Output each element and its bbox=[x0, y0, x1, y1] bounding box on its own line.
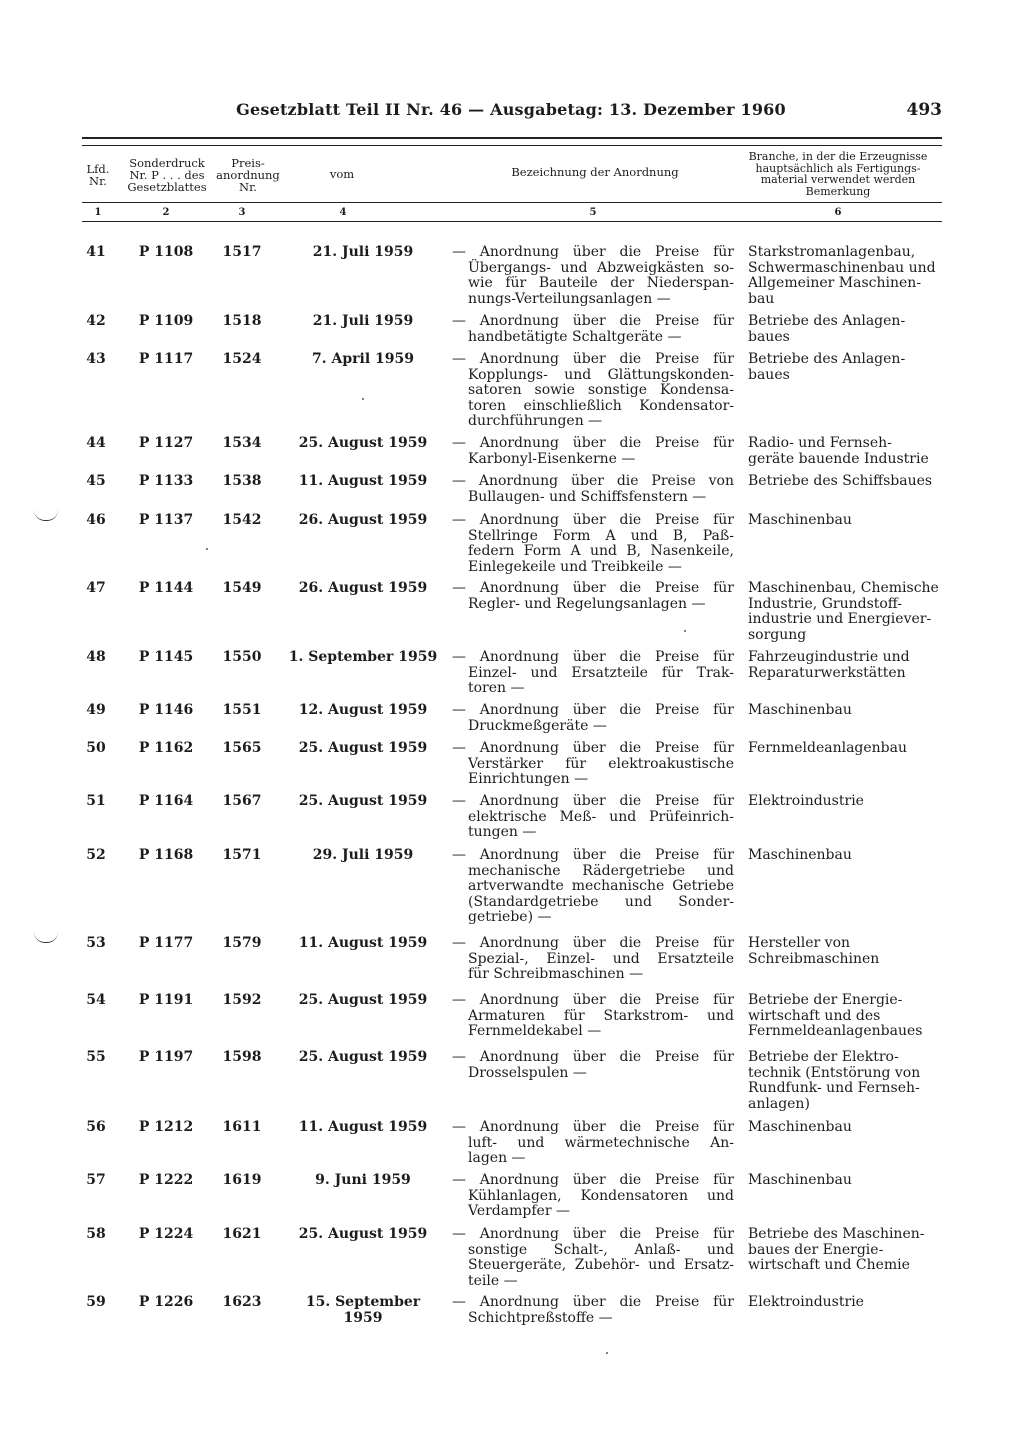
branche-line: technik (Entstörung von bbox=[748, 1064, 921, 1081]
sonderdruck-number: P 1191 bbox=[138, 992, 194, 1008]
header-title: Gesetzblatt Teil II Nr. 46 — Ausgabetag: 13. Dezember 1960 bbox=[236, 100, 786, 119]
date-vom: 25. August 1959 bbox=[298, 1226, 428, 1242]
sonderdruck-number: P 1144 bbox=[138, 580, 194, 596]
branche-line: bau bbox=[748, 290, 775, 307]
branche-line: baues der Energie- bbox=[748, 1241, 884, 1258]
branche-line: Maschinenbau bbox=[748, 1172, 852, 1188]
page-header bbox=[80, 100, 942, 124]
branche-line: anlagen) bbox=[748, 1095, 810, 1112]
date-vom: 11. August 1959 bbox=[298, 1119, 428, 1135]
branche-line: Reparaturwerkstätten bbox=[748, 664, 906, 681]
bezeichnung-line: für Schreibmaschinen — bbox=[468, 966, 644, 982]
row-number: 57 bbox=[86, 1172, 106, 1188]
bezeichnung-line: Verdampfer — bbox=[468, 1203, 570, 1219]
row-number: 44 bbox=[86, 435, 106, 451]
row-number: 49 bbox=[86, 702, 106, 718]
bezeichnung-cell bbox=[452, 993, 734, 1040]
date-vom: 26. August 1959 bbox=[298, 512, 428, 528]
branche-line: Betriebe des Anlagen- bbox=[748, 313, 906, 329]
bezeichnung-line: — Anordnung über die Preise für bbox=[452, 847, 734, 863]
bezeichnung-line: tungen — bbox=[468, 824, 537, 840]
sonderdruck-number: P 1226 bbox=[138, 1294, 194, 1310]
row-number: 43 bbox=[86, 351, 106, 367]
bezeichnung-line: — Anordnung über die Preise für bbox=[452, 351, 734, 367]
bezeichnung-line: Stellringe Form A und B, Paß- bbox=[468, 527, 734, 544]
bezeichnung-line: Einzel- und Ersatzteile für Trak- bbox=[468, 664, 734, 681]
row-number: 55 bbox=[86, 1049, 106, 1065]
branche-cell bbox=[748, 474, 948, 490]
preisanordnung-number: 1517 bbox=[222, 244, 262, 260]
row-number: 46 bbox=[86, 512, 106, 528]
bezeichnung-line: Armaturen für Starkstrom- und bbox=[468, 1007, 734, 1024]
sonderdruck-number: P 1145 bbox=[138, 649, 194, 665]
preisanordnung-number: 1551 bbox=[222, 702, 262, 718]
preisanordnung-number: 1571 bbox=[222, 847, 262, 863]
bezeichnung-line: — Anordnung über die Preise für bbox=[452, 702, 734, 718]
sonderdruck-number: P 1137 bbox=[138, 512, 194, 528]
row-number: 56 bbox=[86, 1119, 106, 1135]
branche-line: Schwermaschinenbau und bbox=[748, 259, 936, 276]
row-number: 50 bbox=[86, 740, 106, 756]
branche-cell bbox=[748, 936, 948, 967]
bezeichnung-line: durchführungen — bbox=[468, 413, 603, 429]
branche-cell bbox=[748, 245, 948, 307]
preisanordnung-number: 1598 bbox=[222, 1049, 262, 1065]
bezeichnung-line: Karbonyl-Eisenkerne — bbox=[468, 450, 636, 467]
branche-cell bbox=[748, 1227, 948, 1274]
bezeichnung-cell bbox=[452, 436, 734, 467]
bezeichnung-line: Einlegekeile und Treibkeile — bbox=[468, 558, 682, 575]
preisanordnung-number: 1592 bbox=[222, 992, 262, 1008]
bezeichnung-line: Spezial-, Einzel- und Ersatzteile bbox=[468, 950, 734, 967]
branche-line: Allgemeiner Maschinen- bbox=[748, 275, 922, 291]
row-number: 53 bbox=[86, 935, 106, 951]
branche-line: wirtschaft und des bbox=[748, 1007, 881, 1024]
branche-cell bbox=[748, 650, 948, 681]
date-vom: 25. August 1959 bbox=[298, 793, 428, 809]
print-speck bbox=[606, 1352, 608, 1354]
sonderdruck-number: P 1127 bbox=[138, 435, 194, 451]
bezeichnung-line: — Anordnung über die Preise für bbox=[452, 1226, 734, 1242]
sonderdruck-number: P 1117 bbox=[138, 351, 194, 367]
column-number-4: 4 bbox=[339, 207, 347, 218]
branche-cell bbox=[748, 1173, 948, 1189]
bezeichnung-cell bbox=[452, 1120, 734, 1167]
branche-line: Maschinenbau, Chemische bbox=[748, 580, 939, 596]
preisanordnung-number: 1621 bbox=[222, 1226, 262, 1242]
branche-line: baues bbox=[748, 328, 790, 345]
bezeichnung-cell bbox=[452, 650, 734, 697]
bezeichnung-line: sonstige Schalt-, Anlaß- und bbox=[468, 1241, 734, 1258]
bezeichnung-cell bbox=[452, 1050, 734, 1081]
preisanordnung-number: 1550 bbox=[222, 649, 262, 665]
bezeichnung-cell bbox=[452, 245, 734, 307]
branche-line: Elektroindustrie bbox=[748, 793, 864, 809]
bezeichnung-line: — Anordnung über die Preise für bbox=[452, 793, 734, 809]
bezeichnung-line: — Anordnung über die Preise für bbox=[452, 992, 734, 1008]
print-speck bbox=[206, 548, 208, 550]
bezeichnung-line: Kühlanlagen, Kondensatoren und bbox=[468, 1187, 734, 1204]
column-header-preisanordnung: Preis- anordnung Nr. bbox=[216, 156, 280, 194]
branche-line: geräte bauende Industrie bbox=[748, 450, 929, 467]
branche-line: Maschinenbau bbox=[748, 847, 852, 863]
bezeichnung-line: toren — bbox=[468, 680, 525, 696]
preisanordnung-number: 1623 bbox=[222, 1294, 262, 1310]
branche-line: Betriebe der Energie- bbox=[748, 992, 903, 1008]
bezeichnung-cell bbox=[452, 1173, 734, 1220]
branche-line: Hersteller von bbox=[748, 935, 851, 951]
column-header-vom: vom bbox=[329, 167, 355, 181]
bezeichnung-line: lagen — bbox=[468, 1150, 526, 1166]
branche-line: Betriebe des Maschinen- bbox=[748, 1226, 925, 1242]
branche-cell bbox=[748, 581, 948, 643]
branche-line: Radio- und Fernseh- bbox=[748, 435, 892, 451]
bezeichnung-line: Druckmeßgeräte — bbox=[468, 717, 607, 734]
print-speck bbox=[362, 398, 364, 400]
row-number: 48 bbox=[86, 649, 106, 665]
bezeichnung-line: — Anordnung über die Preise für bbox=[452, 580, 734, 596]
date-vom: 9. Juni 1959 bbox=[315, 1172, 411, 1188]
column-header-bezeichnung: Bezeichnung der Anordnung bbox=[511, 165, 679, 179]
bezeichnung-cell bbox=[452, 1295, 734, 1326]
row-number: 58 bbox=[86, 1226, 106, 1242]
branche-line: wirtschaft und Chemie bbox=[748, 1257, 910, 1273]
branche-line: Industrie, Grundstoff- bbox=[748, 595, 902, 612]
column-number-rule-bottom bbox=[82, 221, 942, 222]
date-vom: 25. August 1959 bbox=[298, 992, 428, 1008]
bezeichnung-line: — Anordnung über die Preise von bbox=[452, 473, 734, 489]
sonderdruck-number: P 1162 bbox=[138, 740, 194, 756]
date-vom: 12. August 1959 bbox=[298, 702, 428, 718]
date-vom: 25. August 1959 bbox=[298, 740, 428, 756]
date-vom: 25. August 1959 bbox=[298, 1049, 428, 1065]
bezeichnung-line: — Anordnung über die Preise für bbox=[452, 1119, 734, 1135]
sonderdruck-number: P 1109 bbox=[138, 313, 194, 329]
sonderdruck-number: P 1177 bbox=[138, 935, 194, 951]
branche-cell bbox=[748, 794, 948, 810]
column-number-6: 6 bbox=[834, 207, 842, 218]
preisanordnung-number: 1524 bbox=[222, 351, 262, 367]
branche-cell bbox=[748, 848, 948, 864]
preisanordnung-number: 1565 bbox=[222, 740, 262, 756]
bezeichnung-line: artverwandte mechanische Getriebe bbox=[468, 878, 734, 894]
bezeichnung-line: satoren sowie sonstige Kondensa- bbox=[468, 382, 734, 398]
date-vom: 1. September 1959 bbox=[288, 649, 438, 665]
margin-check-mark bbox=[34, 510, 58, 521]
bezeichnung-line: nungs-Verteilungsanlagen — bbox=[468, 290, 671, 307]
bezeichnung-line: luft- und wärmetechnische An- bbox=[468, 1134, 734, 1151]
sonderdruck-number: P 1146 bbox=[138, 702, 194, 718]
branche-cell bbox=[748, 703, 948, 719]
preisanordnung-number: 1619 bbox=[222, 1172, 262, 1188]
branche-line: Starkstromanlagenbau, bbox=[748, 244, 916, 260]
branche-line: Maschinenbau bbox=[748, 512, 852, 528]
branche-line: Betriebe des Anlagen- bbox=[748, 351, 906, 367]
bezeichnung-cell bbox=[452, 794, 734, 841]
bezeichnung-line: federn Form A und B, Nasenkeile, bbox=[468, 543, 734, 559]
bezeichnung-cell bbox=[452, 848, 734, 926]
date-vom: 11. August 1959 bbox=[298, 473, 428, 489]
bezeichnung-line: — Anordnung über die Preise für bbox=[452, 1294, 734, 1310]
bezeichnung-cell bbox=[452, 513, 734, 575]
bezeichnung-line: mechanische Rädergetriebe und bbox=[468, 862, 734, 879]
bezeichnung-cell bbox=[452, 936, 734, 983]
branche-line: Maschinenbau bbox=[748, 1119, 852, 1135]
column-header-branche: Branche, in der die Erzeugnisse hauptsächlich als Fertigungs- material verwendet werden Bemerkung bbox=[748, 150, 928, 198]
header-rule-thin bbox=[82, 145, 942, 146]
bezeichnung-line: (Standardgetriebe und Sonder- bbox=[468, 893, 734, 910]
sonderdruck-number: P 1197 bbox=[138, 1049, 194, 1065]
bezeichnung-line: Einrichtungen — bbox=[468, 771, 589, 787]
preisanordnung-number: 1534 bbox=[222, 435, 262, 451]
preisanordnung-number: 1518 bbox=[222, 313, 262, 329]
preisanordnung-number: 1549 bbox=[222, 580, 262, 596]
header-rule bbox=[82, 137, 942, 139]
bezeichnung-line: — Anordnung über die Preise für bbox=[452, 435, 734, 451]
branche-cell bbox=[748, 741, 948, 757]
bezeichnung-line: Schichtpreßstoffe — bbox=[468, 1309, 613, 1326]
bezeichnung-line: handbetätigte Schaltgeräte — bbox=[468, 328, 682, 345]
bezeichnung-line: — Anordnung über die Preise für bbox=[452, 313, 734, 329]
branche-line: Betriebe des Schiffsbaues bbox=[748, 473, 933, 489]
bezeichnung-line: elektrische Meß- und Prüfeinrich- bbox=[468, 808, 734, 825]
branche-cell bbox=[748, 436, 948, 467]
bezeichnung-line: — Anordnung über die Preise für bbox=[452, 935, 734, 951]
branche-line: sorgung bbox=[748, 626, 807, 643]
row-number: 51 bbox=[86, 793, 106, 809]
bezeichnung-line: — Anordnung über die Preise für bbox=[452, 740, 734, 756]
row-number: 54 bbox=[86, 992, 106, 1008]
margin-check-mark bbox=[34, 932, 58, 943]
column-number-rule-top bbox=[82, 202, 942, 203]
bezeichnung-cell bbox=[452, 1227, 734, 1289]
bezeichnung-cell bbox=[452, 314, 734, 345]
row-number: 52 bbox=[86, 847, 106, 863]
branche-cell bbox=[748, 1120, 948, 1136]
bezeichnung-line: Kopplungs- und Glättungskonden- bbox=[468, 366, 734, 383]
column-number-1: 1 bbox=[94, 207, 102, 218]
column-header-sonderdruck: Sonderdruck Nr. P . . . des Gesetzblattes bbox=[127, 156, 207, 194]
branche-line: Schreibmaschinen bbox=[748, 950, 880, 967]
bezeichnung-cell bbox=[452, 581, 734, 612]
bezeichnung-line: — Anordnung über die Preise für bbox=[452, 512, 734, 528]
bezeichnung-line: wie für Bauteile der Niederspan- bbox=[468, 275, 734, 291]
branche-line: industrie und Energiever- bbox=[748, 611, 932, 627]
bezeichnung-cell bbox=[452, 741, 734, 788]
preisanordnung-number: 1542 bbox=[222, 512, 262, 528]
branche-line: Maschinenbau bbox=[748, 702, 852, 718]
bezeichnung-line: teile — bbox=[468, 1272, 518, 1289]
bezeichnung-line: Fernmeldekabel — bbox=[468, 1023, 602, 1039]
sonderdruck-number: P 1212 bbox=[138, 1119, 194, 1135]
branche-line: Fernmeldeanlagenbaues bbox=[748, 1023, 923, 1039]
bezeichnung-line: Drosselspulen — bbox=[468, 1064, 587, 1081]
branche-line: Fernmeldeanlagenbau bbox=[748, 740, 908, 756]
bezeichnung-line: Steuergeräte, Zubehör- und Ersatz- bbox=[468, 1257, 734, 1273]
preisanordnung-number: 1611 bbox=[222, 1119, 262, 1135]
column-number-2: 2 bbox=[162, 207, 170, 218]
bezeichnung-cell bbox=[452, 703, 734, 734]
bezeichnung-line: — Anordnung über die Preise für bbox=[452, 649, 734, 665]
print-speck bbox=[684, 630, 686, 632]
date-vom: 29. Juli 1959 bbox=[312, 847, 414, 863]
bezeichnung-cell bbox=[452, 474, 734, 505]
row-number: 47 bbox=[86, 580, 106, 596]
bezeichnung-line: — Anordnung über die Preise für bbox=[452, 1172, 734, 1188]
bezeichnung-line: Verstärker für elektroakustische bbox=[468, 755, 734, 772]
branche-line: Fahrzeugindustrie und bbox=[748, 649, 910, 665]
branche-cell bbox=[748, 1050, 948, 1112]
branche-cell bbox=[748, 993, 948, 1040]
date-vom: 21. Juli 1959 bbox=[312, 313, 414, 329]
branche-line: baues bbox=[748, 366, 790, 383]
sonderdruck-number: P 1224 bbox=[138, 1226, 194, 1242]
bezeichnung-line: Übergangs- und Abzweigkästen so- bbox=[468, 259, 734, 276]
column-number-3: 3 bbox=[238, 207, 246, 218]
sonderdruck-number: P 1164 bbox=[138, 793, 194, 809]
row-number: 45 bbox=[86, 473, 106, 489]
row-number: 41 bbox=[86, 244, 106, 260]
bezeichnung-line: getriebe) — bbox=[468, 909, 552, 925]
preisanordnung-number: 1579 bbox=[222, 935, 262, 951]
bezeichnung-line: — Anordnung über die Preise für bbox=[452, 1049, 734, 1065]
column-header-lfd-nr: Lfd. Nr. bbox=[86, 162, 110, 188]
date-vom: 26. August 1959 bbox=[298, 580, 428, 596]
bezeichnung-cell bbox=[452, 352, 734, 430]
branche-cell bbox=[748, 314, 948, 345]
preisanordnung-number: 1538 bbox=[222, 473, 262, 489]
bezeichnung-line: Bullaugen- und Schiffsfenstern — bbox=[468, 488, 707, 505]
date-vom: 21. Juli 1959 bbox=[312, 244, 414, 260]
branche-cell bbox=[748, 352, 948, 383]
date-vom: 15. September 1959 bbox=[305, 1294, 421, 1326]
row-number: 42 bbox=[86, 313, 106, 329]
date-vom: 11. August 1959 bbox=[298, 935, 428, 951]
date-vom: 25. August 1959 bbox=[298, 435, 428, 451]
bezeichnung-line: — Anordnung über die Preise für bbox=[452, 244, 734, 260]
sonderdruck-number: P 1222 bbox=[138, 1172, 194, 1188]
date-vom: 7. April 1959 bbox=[312, 351, 414, 367]
branche-line: Rundfunk- und Fernseh- bbox=[748, 1080, 920, 1096]
page-number: 493 bbox=[906, 100, 942, 120]
row-number: 59 bbox=[86, 1294, 106, 1310]
branche-cell bbox=[748, 1295, 948, 1311]
branche-cell bbox=[748, 513, 948, 529]
branche-line: Betriebe der Elektro- bbox=[748, 1049, 899, 1065]
branche-line: Elektroindustrie bbox=[748, 1294, 864, 1310]
sonderdruck-number: P 1168 bbox=[138, 847, 194, 863]
sonderdruck-number: P 1133 bbox=[138, 473, 194, 489]
preisanordnung-number: 1567 bbox=[222, 793, 262, 809]
sonderdruck-number: P 1108 bbox=[138, 244, 194, 260]
column-number-5: 5 bbox=[589, 207, 597, 218]
bezeichnung-line: toren einschließlich Kondensator- bbox=[468, 397, 734, 414]
bezeichnung-line: Regler- und Regelungsanlagen — bbox=[468, 595, 706, 612]
